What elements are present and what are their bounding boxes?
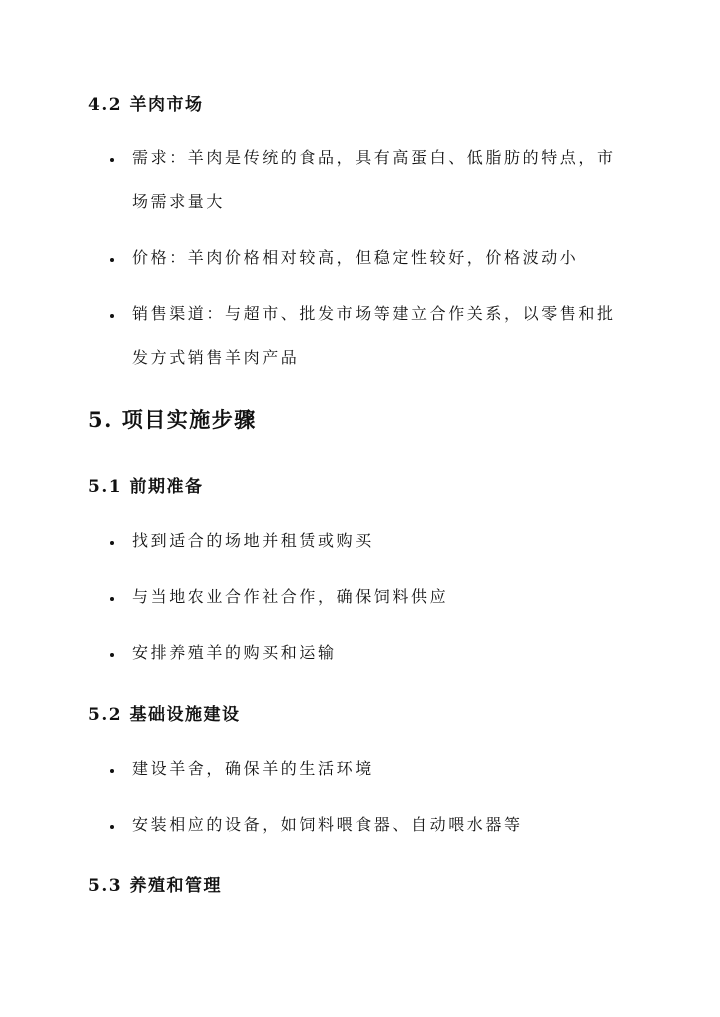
section-heading-5-1: 5.1 前期准备 [88,477,204,497]
bullet-icon [110,258,114,262]
list-item-text: 与当地农业合作社合作，确保饲料供应 [132,587,449,606]
bullet-icon [110,769,114,773]
list-item-text: 价格：羊肉价格相对较高，但稳定性较好，价格波动小 [132,248,579,267]
section-heading-5-2: 5.2 基础设施建设 [88,705,241,725]
section-heading-5-3: 5.3 养殖和管理 [88,876,222,896]
list-item-text: 找到适合的场地并租赁或购买 [132,531,374,550]
bullet-icon [110,825,114,829]
bullet-icon [110,653,114,657]
bullet-icon [110,314,114,318]
list-item-text: 安装相应的设备，如饲料喂食器、自动喂水器等 [132,815,523,834]
bullet-icon [110,158,114,162]
bullet-icon [110,541,114,545]
list-item-text: 建设羊舍，确保羊的生活环境 [132,759,374,778]
list-item-text: 销售渠道：与超市、批发市场等建立合作关系，以零售和批发方式销售羊肉产品 [132,304,616,367]
list-item-text: 安排养殖羊的购买和运输 [132,643,337,662]
section-heading-4-2: 4.2 羊肉市场 [88,95,204,115]
bullet-icon [110,597,114,601]
list-item-text: 需求：羊肉是传统的食品，具有高蛋白、低脂肪的特点，市场需求量大 [132,148,616,211]
section-heading-5: 5. 项目实施步骤 [88,407,257,432]
